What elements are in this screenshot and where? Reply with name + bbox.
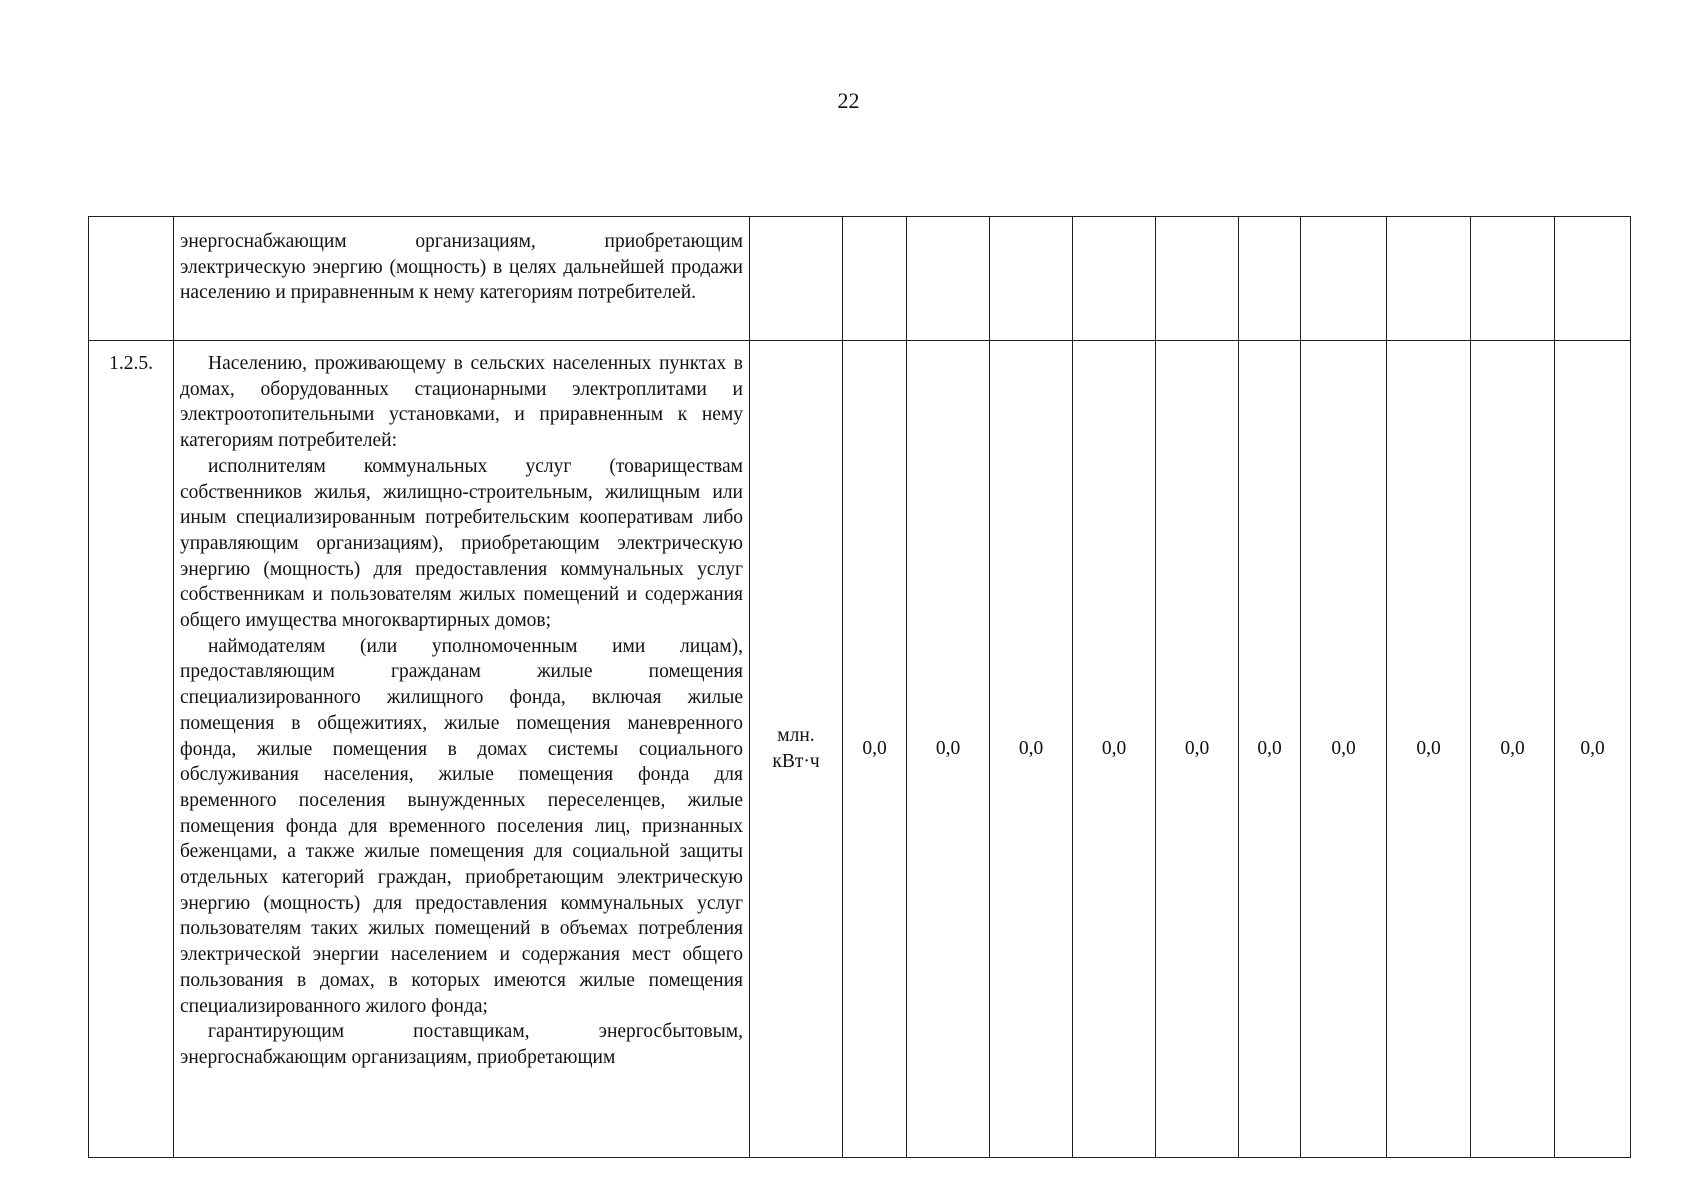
row-description-cell xyxy=(174,217,750,341)
value-cell xyxy=(1156,217,1239,341)
value-cell xyxy=(1555,217,1631,341)
value-cell xyxy=(990,217,1073,341)
value-cell: 0,0 xyxy=(907,341,990,1158)
row-number-cell xyxy=(89,217,174,341)
value-cell: 0,0 xyxy=(1555,341,1631,1158)
unit-line: млн. xyxy=(777,725,815,747)
value-cell xyxy=(907,217,990,341)
value-cell: 0,0 xyxy=(1471,341,1555,1158)
table-row xyxy=(89,217,1631,341)
unit-cell xyxy=(750,217,843,341)
value-cell: 0,0 xyxy=(1073,341,1156,1158)
value-cell xyxy=(1471,217,1555,341)
description-paragraph: гарантирующим поставщикам, энергосбытовым, энергоснабжающим организациям, приобретающим xyxy=(180,1021,743,1068)
value-cell xyxy=(843,217,907,341)
value-cell xyxy=(1301,217,1387,341)
value-cell: 0,0 xyxy=(1301,341,1387,1158)
value-cell: 0,0 xyxy=(1387,341,1471,1158)
description-paragraph: наймодателям (или уполномоченным ими лицам), предоставляющим гражданам жилые помещения специализированного жилищного фонда, включая жилые помещения в общежитиях, жилые помещения маневренного фонда, жилые помещения в домах системы социального обслуживания населения, жилые помещения фонда для временного поселения вынужденных переселенцев, жилые помещения фонда для временного поселения лиц, признанных беженцами, а также жилые помещения для социальной защиты отдельных категорий граждан, приобретающим электрическую энергию (мощность) для предоставления коммунальных услуг пользователям таких жилых помещений в объемах потребления электрической энергии населением и содержания мест общего пользования в домах, в которых имеются жилые помещения специализированного жилого фонда; xyxy=(180,635,743,1017)
data-table xyxy=(88,216,1631,1158)
unit-cell xyxy=(750,341,843,1158)
description-paragraph: Населению, проживающему в сельских населенных пунктах в домах, оборудованных стационарными электроплитами и электроотопительными установками, и приравненным к нему категориям потребителей: xyxy=(180,353,743,452)
value-cell: 0,0 xyxy=(990,341,1073,1158)
description-paragraph: исполнителям коммунальных услуг (товариществам собственников жилья, жилищно-строительным, жилищным или иным специализированным потребительским кооперативам либо управляющим организациям), приобретающим электрическую энергию (мощность) для предоставления коммунальных услуг собственникам и пользователям жилых помещений и содержания общего имущества многоквартирных домов; xyxy=(180,455,743,632)
row-description-cell xyxy=(174,341,750,1158)
value-cell xyxy=(1239,217,1301,341)
table-row xyxy=(89,341,1631,1158)
row-number-cell: 1.2.5. xyxy=(89,341,174,1158)
value-cell: 0,0 xyxy=(1156,341,1239,1158)
value-cell xyxy=(1073,217,1156,341)
page-number: 22 xyxy=(837,88,860,113)
value-cell: 0,0 xyxy=(1239,341,1301,1158)
unit-line: кВт·ч xyxy=(772,751,820,772)
value-cell: 0,0 xyxy=(843,341,907,1158)
description-paragraph: энергоснабжающим организациям, приобретающим электрическую энергию (мощность) в целях дальнейшей продажи населению и приравненным к нему категориям потребителей. xyxy=(180,231,743,304)
value-cell xyxy=(1387,217,1471,341)
